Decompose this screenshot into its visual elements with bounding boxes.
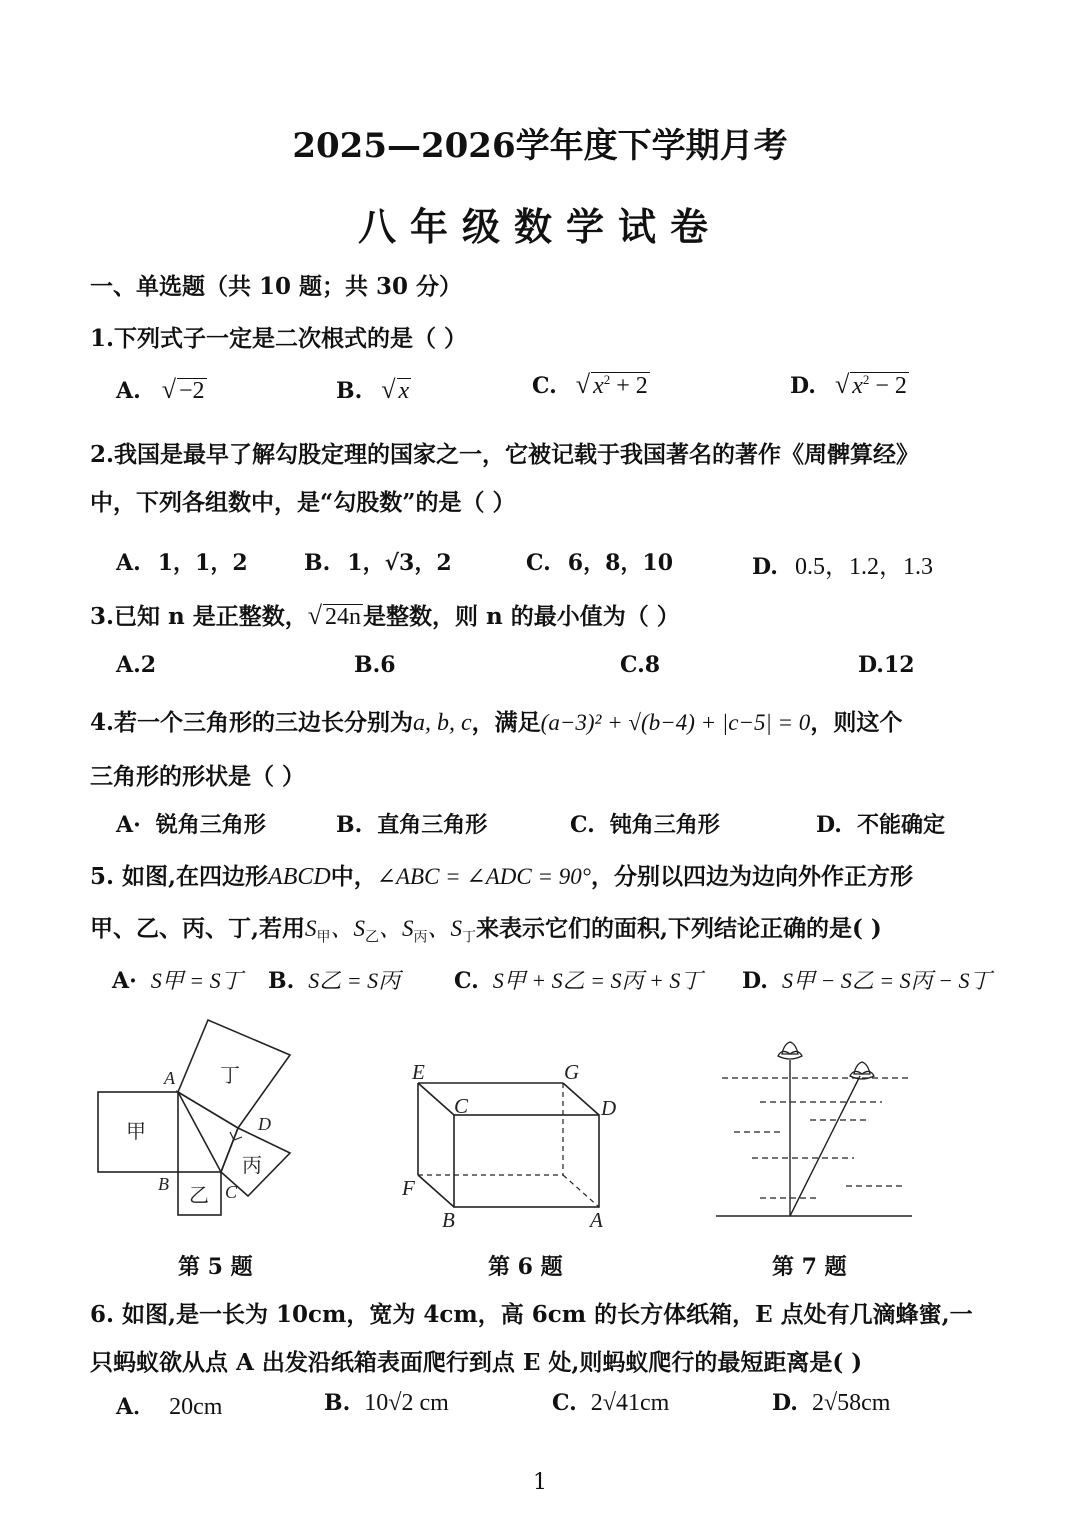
q5-option-d [742,964,992,995]
q2-line2: 中，下列各组数中，是“勾股数”的是（ ） [90,489,516,516]
exam-subtitle: 八年级数学试卷 [357,204,722,249]
fig5-label-ding: 丁 [220,1063,240,1087]
q6-line1: 6. 如图,是一长为 10cm，宽为 4cm，高 6cm 的长方体纸箱，E 点处有几滴蜂蜜,一 [90,1301,973,1328]
q6-option-b [324,1390,449,1417]
q3-option-a-text: A.2 [116,652,157,678]
q2-option-a [116,546,248,577]
q5-option-c [454,964,702,995]
q2-option-a-label: A. [116,550,141,576]
q1-option-c-expr: √ $x^2 + 2$ [575,370,648,399]
q5-line2-post: 来表示它们的面积,下列结论正确的是( ) [476,915,882,942]
q2-option-c [526,546,673,577]
q4-option-c [570,808,720,839]
fig6-label-b: B [442,1208,455,1232]
q2-option-d-label: D. [752,554,778,580]
box-edge-ec [418,1083,454,1115]
q3-option-c-text: C.8 [620,652,661,678]
q4-option-d-label: D. [816,812,842,838]
figure-6 [396,1055,636,1235]
q3-option-d-text: D.12 [858,652,915,678]
q4-option-d [816,808,945,839]
q4-condition: (a−3)² + √(b−4) + |c−5| = 0 [540,710,811,735]
section-title: 一、单选题（共 10 题；共 30 分） [90,273,463,300]
q5-option-b [268,964,400,995]
q5-option-c-label: C. [454,968,479,994]
lotus-flower-upright [778,1042,802,1059]
q6-option-d-label: D. [772,1390,798,1416]
lotus-stem-tilted [790,1076,860,1216]
fig6-label-e: E [412,1060,425,1084]
q2-option-c-label: C. [526,550,551,576]
fig5-label-a: A [164,1068,175,1088]
q4-stem-mid: ，满足 [471,709,541,736]
fig5-label-bing: 丙 [242,1153,262,1177]
box-edge-fb [418,1175,454,1207]
q5-option-a-label: A· [112,968,137,994]
q2-option-d [752,546,933,581]
q2-option-b [304,546,452,577]
q3-option-b-text: B.6 [354,652,396,678]
q4-option-c-label: C. [570,812,595,838]
q1-option-a-label: A. [116,378,141,404]
q6-line2: 只蚂蚁欲从点 A 出发沿纸箱表面爬行到点 E 处,则蚂蚁爬行的最短距离是( ) [90,1349,863,1376]
q4-option-c-value: 钝角三角形 [609,812,720,838]
q6-option-d [772,1390,890,1417]
q4-stem-post: ，则这个 [810,709,903,736]
q5-option-b-label: B. [268,968,295,994]
fig5-label-jia: 甲 [126,1119,146,1143]
q5-option-b-value: S乙 = S丙 [308,968,401,993]
fig6-label-c: C [454,1094,469,1118]
q4-option-a [116,808,266,839]
figure-7 [712,1040,917,1222]
q6-option-a-value: 20cm [169,1394,223,1420]
q1-option-c [532,370,650,400]
q6-option-d-value: 2√58cm [811,1390,891,1416]
q1-option-a [116,375,207,405]
q5-line1 [90,858,913,891]
q2-option-d-value: 0.5，1.2，1.3 [794,554,933,580]
q2-line1: 2.我国是最早了解勾股定理的国家之一，它被记载于我国著名的著作《周髀算经》 [90,441,920,468]
q6-option-b-label: B. [324,1390,351,1416]
q4-option-d-value: 不能确定 [856,812,945,838]
q1-option-d [790,370,909,400]
q4-stem-pre: 4.若一个三角形的三边长分别为 [90,709,414,736]
q1-option-d-expr: √ $x^2 - 2$ [834,370,907,399]
fig6-label-g: G [564,1060,580,1084]
q3-option-a [116,652,156,678]
q5-line1-mid: 中， [330,863,377,890]
box-front-face [454,1115,599,1207]
q3-stem-pre: 3.已知 n 是正整数， [90,603,308,630]
q1-option-a-expr: √ −2 [161,375,205,404]
q6-option-a [116,1390,222,1421]
water-ripples [722,1078,908,1198]
fig5-label-b: B [158,1174,169,1194]
q5-option-a [112,964,243,995]
fig5-label-c: C [225,1182,238,1202]
q4-option-a-value: 锐角三角形 [155,812,266,838]
q5-angle: ∠ABC = ∠ADC = 90° [376,864,591,889]
fig5-label-d: D [258,1114,271,1134]
q4-stem [90,704,902,737]
q4-option-b-label: B. [336,812,363,838]
q2-option-c-value: 6，8，10 [567,550,674,576]
box-edge-gd [563,1083,599,1115]
q1-stem: 1.下列式子一定是二次根式的是（ ） [90,325,468,352]
fig6-label-f: F [402,1176,415,1200]
q6-option-c [552,1390,669,1417]
q2-option-b-value: 1，√3，2 [347,550,452,576]
q2-option-a-value: 1，1，2 [157,550,248,576]
q5-line1-post: ，分别以四边为边向外作正方形 [590,863,913,890]
q6-option-c-value: 2√41cm [590,1390,670,1416]
fig6-label-d: D [601,1096,617,1120]
q1-option-b-label: B. [336,378,363,404]
q1-option-d-label: D. [790,373,816,399]
q5-option-c-value: S甲 + S乙 = S丙 + S丁 [492,968,703,993]
q3-option-b [354,652,396,678]
q4-vars: a, b, c [413,710,472,736]
q5-line2: 甲、乙、丙、丁,若用$S_甲$、$S_乙$、$S_丙$、$S_丁$来表示它们的面积,下列结论正确的是( ) [90,915,882,946]
q6-option-a-label: A． [116,1394,156,1420]
q3-option-c [620,652,660,678]
fig7-caption: 第 7 题 [772,1254,847,1280]
exam-title: 2025—2026学年度下学期月考 [292,126,788,166]
q5-shape: ABCD [268,864,331,890]
q4-option-b-value: 直角三角形 [377,812,488,838]
q3-stem-expr: 24n [325,604,362,630]
quadrilateral-abcd [178,1092,238,1172]
lotus-flower-tilted [850,1062,874,1079]
fig6-label-a: A [590,1208,603,1232]
q5-option-d-value: S甲 − S乙 = S丙 − S丁 [781,968,992,993]
q1-option-b-expr: √ x [381,375,410,404]
q3-option-d [858,652,915,678]
q6-option-b-value: 10√2 cm [364,1390,449,1416]
q1-option-b [336,375,411,405]
q4-option-a-label: A· [116,812,141,838]
q5-line1-pre: 5. 如图,在四边形 [90,863,269,890]
q4-option-b [336,808,487,839]
q3-stem-post: 是整数，则 n 的最小值为（ ） [363,603,680,630]
fig5-caption: 第 5 题 [178,1254,253,1280]
fig6-caption: 第 6 题 [488,1254,563,1280]
q6-option-c-label: C. [552,1390,577,1416]
fig5-label-yi: 乙 [189,1183,209,1207]
q5-option-a-value: S甲 = S丁 [150,968,243,993]
q2-option-b-label: B. [304,550,331,576]
page-number: 1 [533,1470,547,1495]
figure-5 [88,1010,308,1220]
q5-option-d-label: D. [742,968,768,994]
box-hidden-depth-edge [563,1175,599,1207]
q4-line2: 三角形的形状是（ ） [90,763,306,790]
q5-line2-pre: 甲、乙、丙、丁,若用 [90,915,306,942]
q3-stem: 3.已知 n 是正整数，√ 24n是整数，则 n 的最小值为（ ） [90,601,680,630]
q1-option-c-label: C. [532,373,557,399]
